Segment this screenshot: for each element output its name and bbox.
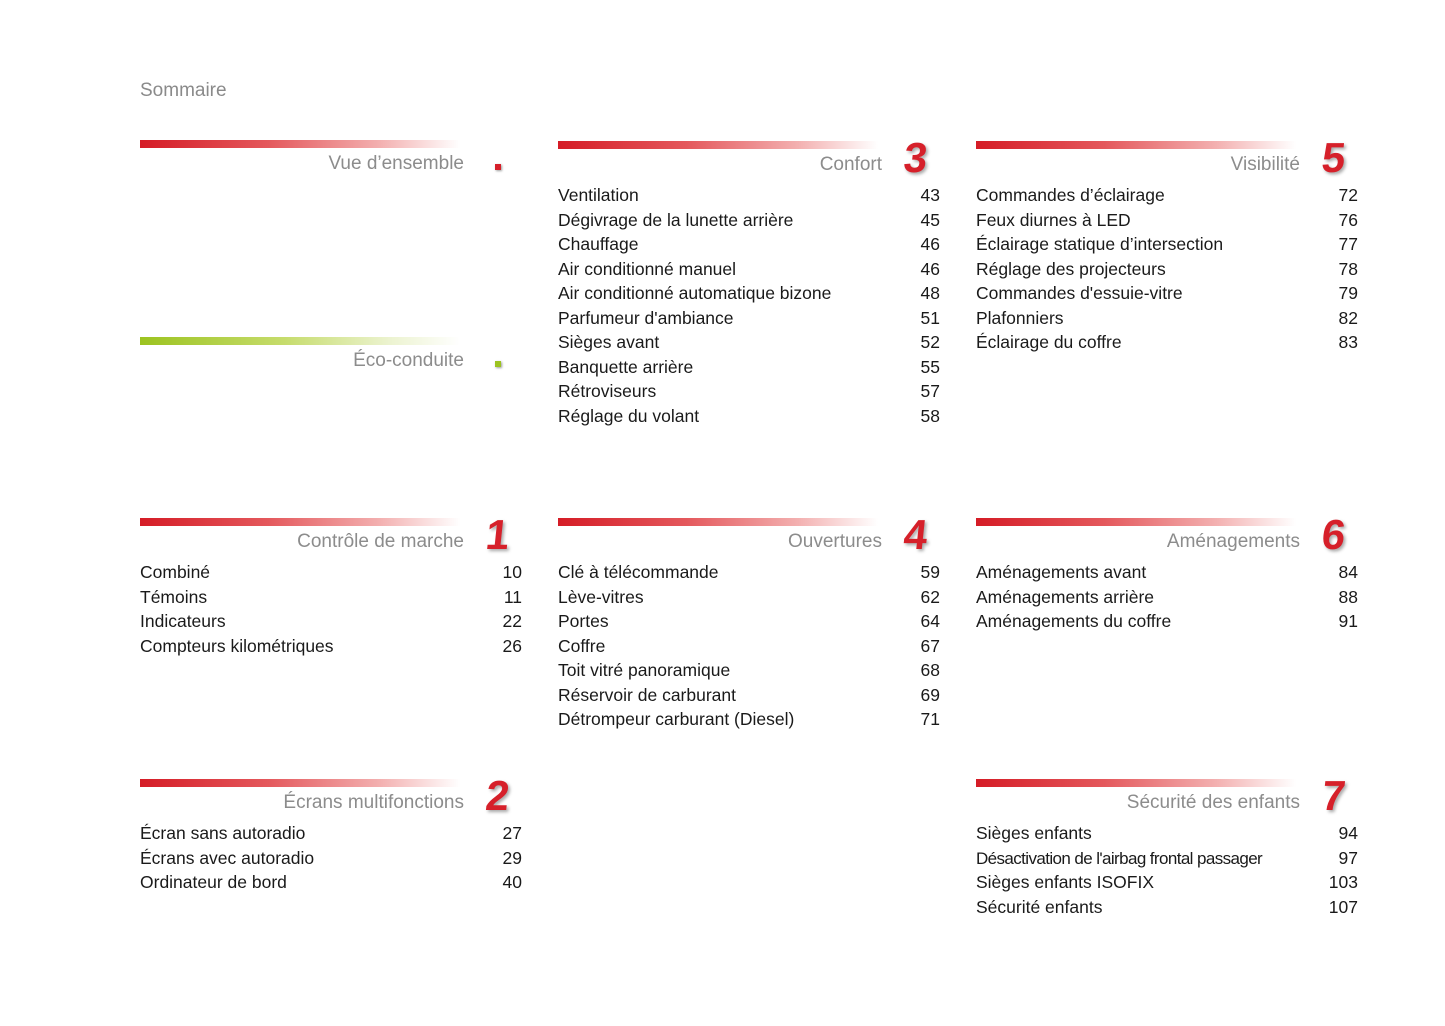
toc-entry-label: Combiné (140, 562, 211, 582)
toc-entry[interactable] (976, 821, 1358, 846)
toc-entry[interactable] (976, 846, 1358, 871)
section-bar (558, 518, 878, 526)
toc-entry-label: Banquette arrière (558, 356, 694, 377)
section-bar (140, 518, 460, 526)
toc-entry[interactable] (976, 609, 1358, 634)
toc-entry[interactable] (140, 609, 522, 634)
toc-entry-label: Toit vitré panoramique (558, 660, 731, 680)
section-number: 6 (1319, 511, 1348, 558)
toc-entry-label: Indicateurs (140, 611, 226, 631)
toc-entry-page: 83 (1338, 332, 1358, 352)
toc-entry-label: Portes (558, 611, 609, 631)
toc-entry[interactable] (558, 208, 940, 233)
toc-entry-label: Détrompeur carburant (Diesel) (558, 709, 795, 729)
toc-entry[interactable] (558, 634, 940, 659)
toc-list (140, 821, 522, 895)
toc-entry[interactable] (558, 404, 940, 429)
toc-entry-page: 107 (1328, 896, 1358, 917)
section-title[interactable]: Visibilité (1230, 154, 1300, 175)
toc-entry[interactable] (976, 257, 1358, 282)
toc-entry-page: 72 (1338, 185, 1358, 205)
section-bar (976, 141, 1296, 149)
toc-entry-page: 82 (1338, 307, 1358, 328)
section-bar (140, 337, 460, 345)
section-bar (140, 140, 460, 148)
page-title: Sommaire (140, 80, 227, 101)
section-title[interactable]: Vue d’ensemble (328, 153, 464, 174)
toc-entry-label: Commandes d’éclairage (976, 185, 1165, 205)
toc-entry-label: Témoins (140, 586, 208, 607)
toc-entry[interactable] (976, 208, 1358, 233)
section-bar (976, 518, 1296, 526)
toc-entry-label: Air conditionné manuel (558, 258, 737, 279)
toc-entry-page: 46 (920, 258, 940, 279)
toc-entry-label: Sièges enfants (976, 823, 1092, 843)
toc-entry-label: Feux diurnes à LED (976, 209, 1131, 230)
toc-entry-label: Plafonniers (976, 307, 1064, 328)
toc-entry[interactable] (558, 658, 940, 683)
toc-list (558, 183, 940, 428)
toc-entry-page: 67 (920, 635, 940, 656)
section-number: 7 (1319, 772, 1348, 819)
toc-entry-label: Sièges enfants ISOFIX (976, 872, 1155, 892)
toc-entry-page: 22 (502, 611, 522, 631)
toc-entry-page: 29 (502, 847, 522, 868)
toc-list (558, 560, 940, 732)
section-bar (976, 779, 1296, 787)
section-title[interactable]: Contrôle de marche (297, 531, 464, 552)
toc-entry-page: 68 (920, 660, 940, 680)
section-title[interactable]: Aménagements (1166, 531, 1300, 552)
toc-list (976, 560, 1358, 634)
section-number: 3 (901, 134, 930, 181)
toc-entry-label: Écran sans autoradio (140, 823, 306, 843)
toc-list (976, 821, 1358, 919)
toc-entry[interactable] (140, 821, 522, 846)
toc-entry-page: 84 (1338, 562, 1358, 582)
toc-entry[interactable] (558, 257, 940, 282)
toc-entry[interactable] (558, 183, 940, 208)
toc-entry[interactable] (976, 870, 1358, 895)
toc-entry[interactable] (558, 585, 940, 610)
toc-entry[interactable] (976, 560, 1358, 585)
toc-entry-page: 59 (920, 562, 940, 582)
toc-entry-label: Réservoir de carburant (558, 684, 736, 705)
toc-entry[interactable] (558, 379, 940, 404)
toc-entry-page: 52 (920, 332, 940, 352)
section-title[interactable]: Sécurité des enfants (1126, 792, 1300, 813)
section-title[interactable]: Écrans multifonctions (283, 792, 464, 813)
toc-entry-page: 71 (920, 709, 940, 729)
toc-entry-label: Coffre (558, 635, 606, 656)
section-number: 2 (483, 772, 512, 819)
toc-entry-page: 55 (920, 356, 940, 377)
toc-entry-label: Aménagements du coffre (976, 611, 1172, 631)
toc-entry-label: Aménagements arrière (976, 586, 1154, 607)
toc-entry-label: Désactivation de l'airbag frontal passager (976, 848, 1263, 868)
toc-entry-label: Éclairage statique d’intersection (976, 234, 1224, 254)
toc-entry[interactable] (558, 609, 940, 634)
toc-entry-label: Réglage des projecteurs (976, 258, 1166, 279)
section-bar (558, 141, 878, 149)
toc-entry-label: Parfumeur d'ambiance (558, 307, 734, 328)
toc-entry[interactable] (558, 306, 940, 331)
toc-entry-page: 43 (920, 185, 940, 205)
toc-entry[interactable] (140, 634, 522, 659)
toc-entry-page: 27 (502, 823, 522, 843)
section-number: 4 (901, 511, 930, 558)
toc-entry[interactable] (558, 355, 940, 380)
toc-entry-page: 45 (920, 209, 940, 230)
toc-entry-page: 51 (920, 307, 940, 328)
toc-entry-label: Ordinateur de bord (140, 872, 287, 892)
toc-entry[interactable] (140, 560, 522, 585)
toc-entry-page: 94 (1338, 823, 1358, 843)
toc-entry[interactable] (976, 895, 1358, 920)
toc-entry[interactable] (558, 707, 940, 732)
toc-entry[interactable] (558, 232, 940, 257)
toc-entry[interactable] (140, 870, 522, 895)
section-title[interactable]: Confort (819, 154, 882, 175)
toc-entry-label: Clé à télécommande (558, 562, 719, 582)
toc-entry-page: 103 (1328, 872, 1358, 892)
toc-entry-page: 91 (1338, 611, 1358, 631)
toc-entry-page: 97 (1338, 847, 1358, 868)
toc-entry-label: Sécurité enfants (976, 896, 1103, 917)
section-number: 1 (483, 511, 512, 558)
toc-entry[interactable] (976, 330, 1358, 355)
toc-entry-label: Lève-vitres (558, 586, 644, 607)
toc-entry[interactable] (976, 585, 1358, 610)
toc-entry-label: Rétroviseurs (558, 381, 657, 401)
section-marker-icon (495, 164, 501, 170)
toc-entry-page: 46 (920, 234, 940, 254)
toc-entry-label: Chauffage (558, 234, 639, 254)
toc-entry-label: Commandes d'essuie-vitre (976, 283, 1183, 303)
toc-entry-page: 69 (920, 684, 940, 705)
section-number: 5 (1319, 134, 1348, 181)
toc-entry-page: 57 (920, 381, 940, 401)
toc-entry-label: Compteurs kilométriques (140, 635, 334, 656)
toc-entry-page: 62 (920, 586, 940, 607)
toc-entry-page: 26 (502, 635, 522, 656)
toc-entry-label: Écrans avec autoradio (140, 847, 315, 868)
section-marker-icon (495, 361, 501, 367)
toc-entry-page: 48 (920, 283, 940, 303)
toc-entry-label: Air conditionné automatique bizone (558, 283, 832, 303)
toc-entry-page: 11 (503, 586, 522, 607)
toc-entry-label: Aménagements avant (976, 562, 1147, 582)
section-bar (140, 779, 460, 787)
toc-entry[interactable] (558, 683, 940, 708)
toc-entry-page: 40 (502, 872, 522, 892)
section-title[interactable]: Éco-conduite (353, 350, 464, 371)
toc-entry-page: 77 (1338, 234, 1358, 254)
toc-entry-page: 88 (1338, 586, 1358, 607)
toc-entry-page: 78 (1338, 258, 1358, 279)
toc-list (976, 183, 1358, 355)
toc-entry-page: 79 (1338, 283, 1358, 303)
toc-entry[interactable] (558, 330, 940, 355)
toc-entry-label: Éclairage du coffre (976, 332, 1122, 352)
toc-entry-page: 10 (502, 562, 522, 582)
toc-entry-label: Ventilation (558, 185, 639, 205)
toc-entry[interactable] (558, 560, 940, 585)
toc-entry[interactable] (976, 232, 1358, 257)
toc-entry-page: 76 (1338, 209, 1358, 230)
toc-entry[interactable] (558, 281, 940, 306)
toc-entry-label: Sièges avant (558, 332, 660, 352)
toc-entry[interactable] (976, 306, 1358, 331)
toc-entry[interactable] (140, 846, 522, 871)
toc-entry-page: 58 (920, 405, 940, 426)
toc-list (140, 560, 522, 658)
toc-entry-label: Réglage du volant (558, 405, 700, 426)
toc-entry[interactable] (976, 183, 1358, 208)
toc-entry-page: 64 (920, 611, 940, 631)
toc-entry[interactable] (976, 281, 1358, 306)
toc-entry-label: Dégivrage de la lunette arrière (558, 209, 794, 230)
section-title[interactable]: Ouvertures (788, 531, 882, 552)
toc-entry[interactable] (140, 585, 522, 610)
